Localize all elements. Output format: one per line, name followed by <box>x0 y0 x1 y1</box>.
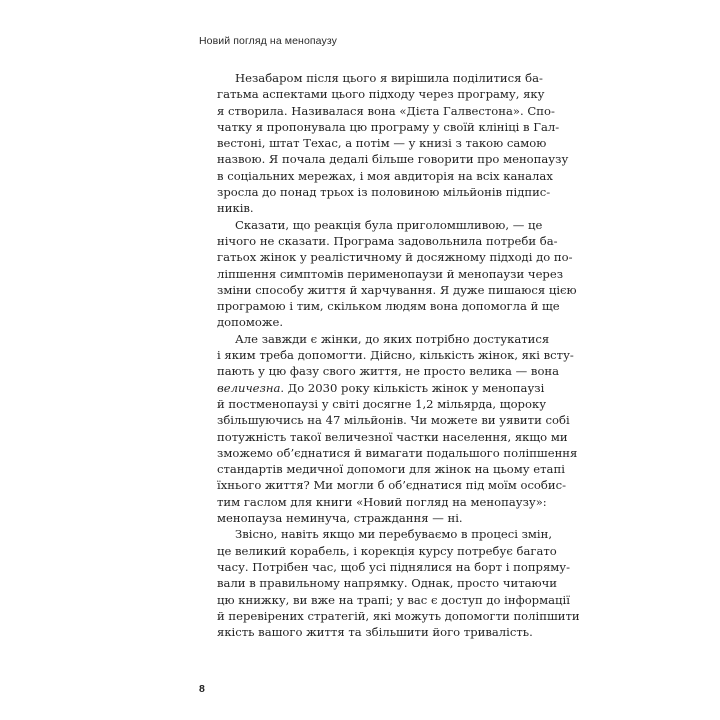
text-line: потужність такої величезної частки населення, якщо ми <box>217 429 568 444</box>
text-line: менопауза неминуча, страждання — ні. <box>217 511 463 526</box>
text-line: програмою і тим, скільком людям вона допомогла й ще <box>217 299 560 314</box>
text-line: гатьма аспектами цього підходу через програму, яку <box>217 87 545 102</box>
text-line: цю книжку, ви вже на трапі; у вас є доступ до інформації <box>217 592 570 607</box>
text-line: я створила. Називалася вона «Дієта Галвестона». Спо- <box>217 103 555 118</box>
text-line: тим гаслом для книги «Новий погляд на менопаузу»: <box>217 494 547 509</box>
text-line: збільшуючись на 47 мільйонів. Чи можете ви уявити собі <box>217 413 570 428</box>
text-line: Але завжди є жінки, до яких потрібно достукатися <box>235 331 550 346</box>
paragraph-3 <box>199 331 578 527</box>
body-text <box>199 70 580 640</box>
text-line: ників. <box>217 201 254 216</box>
text-line: стандартів медичної допомоги для жінок на цьому етапі <box>217 462 565 477</box>
text-line: Звісно, навіть якщо ми перебуваємо в процесі змін, <box>235 527 553 542</box>
paragraph-4 <box>199 526 580 640</box>
text-line: вали в правильному напрямку. Однак, просто читаючи <box>217 576 558 591</box>
text-line: допоможе. <box>217 315 284 330</box>
text-line: вестоні, штат Техас, а потім — у книзі з такою самою <box>217 136 547 151</box>
text-line: пають у цю фазу свого життя, не просто велика — вона <box>217 364 560 379</box>
text-line: гатьох жінок у реалістичному й досяжному підході до по- <box>217 250 573 265</box>
text-line: назвою. Я почала дедалі більше говорити про менопаузу <box>217 152 569 167</box>
text-line: це великий корабель, і корекція курсу потребує багато <box>217 543 557 558</box>
text-line: й перевірених стратегій, які можуть допомогти поліпшити <box>217 608 580 623</box>
text-line: зміни способу життя й харчування. Я дуже пишаюся цією <box>217 282 577 297</box>
paragraph-1 <box>199 70 569 217</box>
text-line: й постменопаузі у світі досягне 1,2 мільярда, щороку <box>217 396 547 411</box>
emphasis-word: величезна <box>217 380 281 395</box>
text-line: ліпшення симптомів перименопаузи й менопаузи через <box>217 266 564 281</box>
text-line: їхнього життя? Ми могли б об’єднатися під моїм особис- <box>217 478 567 493</box>
running-header: Новий погляд на менопаузу <box>199 35 337 47</box>
text-line: Сказати, що реакція була приголомшливою, — це <box>235 217 543 232</box>
text-line: і яким треба допомогти. Дійсно, кількість жінок, які всту- <box>217 348 574 363</box>
text-line: зросла до понад трьох із половиною мільйонів підпис- <box>217 185 551 200</box>
text-line: зможемо об’єднатися й вимагати подальшого поліпшення <box>217 445 578 460</box>
text-line-italic-lead: величезна. До 2030 року кількість жінок у менопаузі <box>217 380 545 395</box>
text-line: нічого не сказати. Програма задовольнила потреби ба- <box>217 233 558 248</box>
paragraph-2 <box>199 217 577 331</box>
text-line: чатку я пропонувала цю програму у своїй клініці в Гал- <box>217 119 560 134</box>
text-line: якість вашого життя та збільшити його тривалість. <box>217 625 533 640</box>
text-line: в соціальних мережах, і моя авдиторія на всіх каналах <box>217 168 553 183</box>
text-line: часу. Потрібен час, щоб усі піднялися на борт і попряму- <box>217 559 571 574</box>
text-line: Незабаром після цього я вирішила поділитися ба- <box>235 71 543 85</box>
page-number: 8 <box>199 683 205 695</box>
